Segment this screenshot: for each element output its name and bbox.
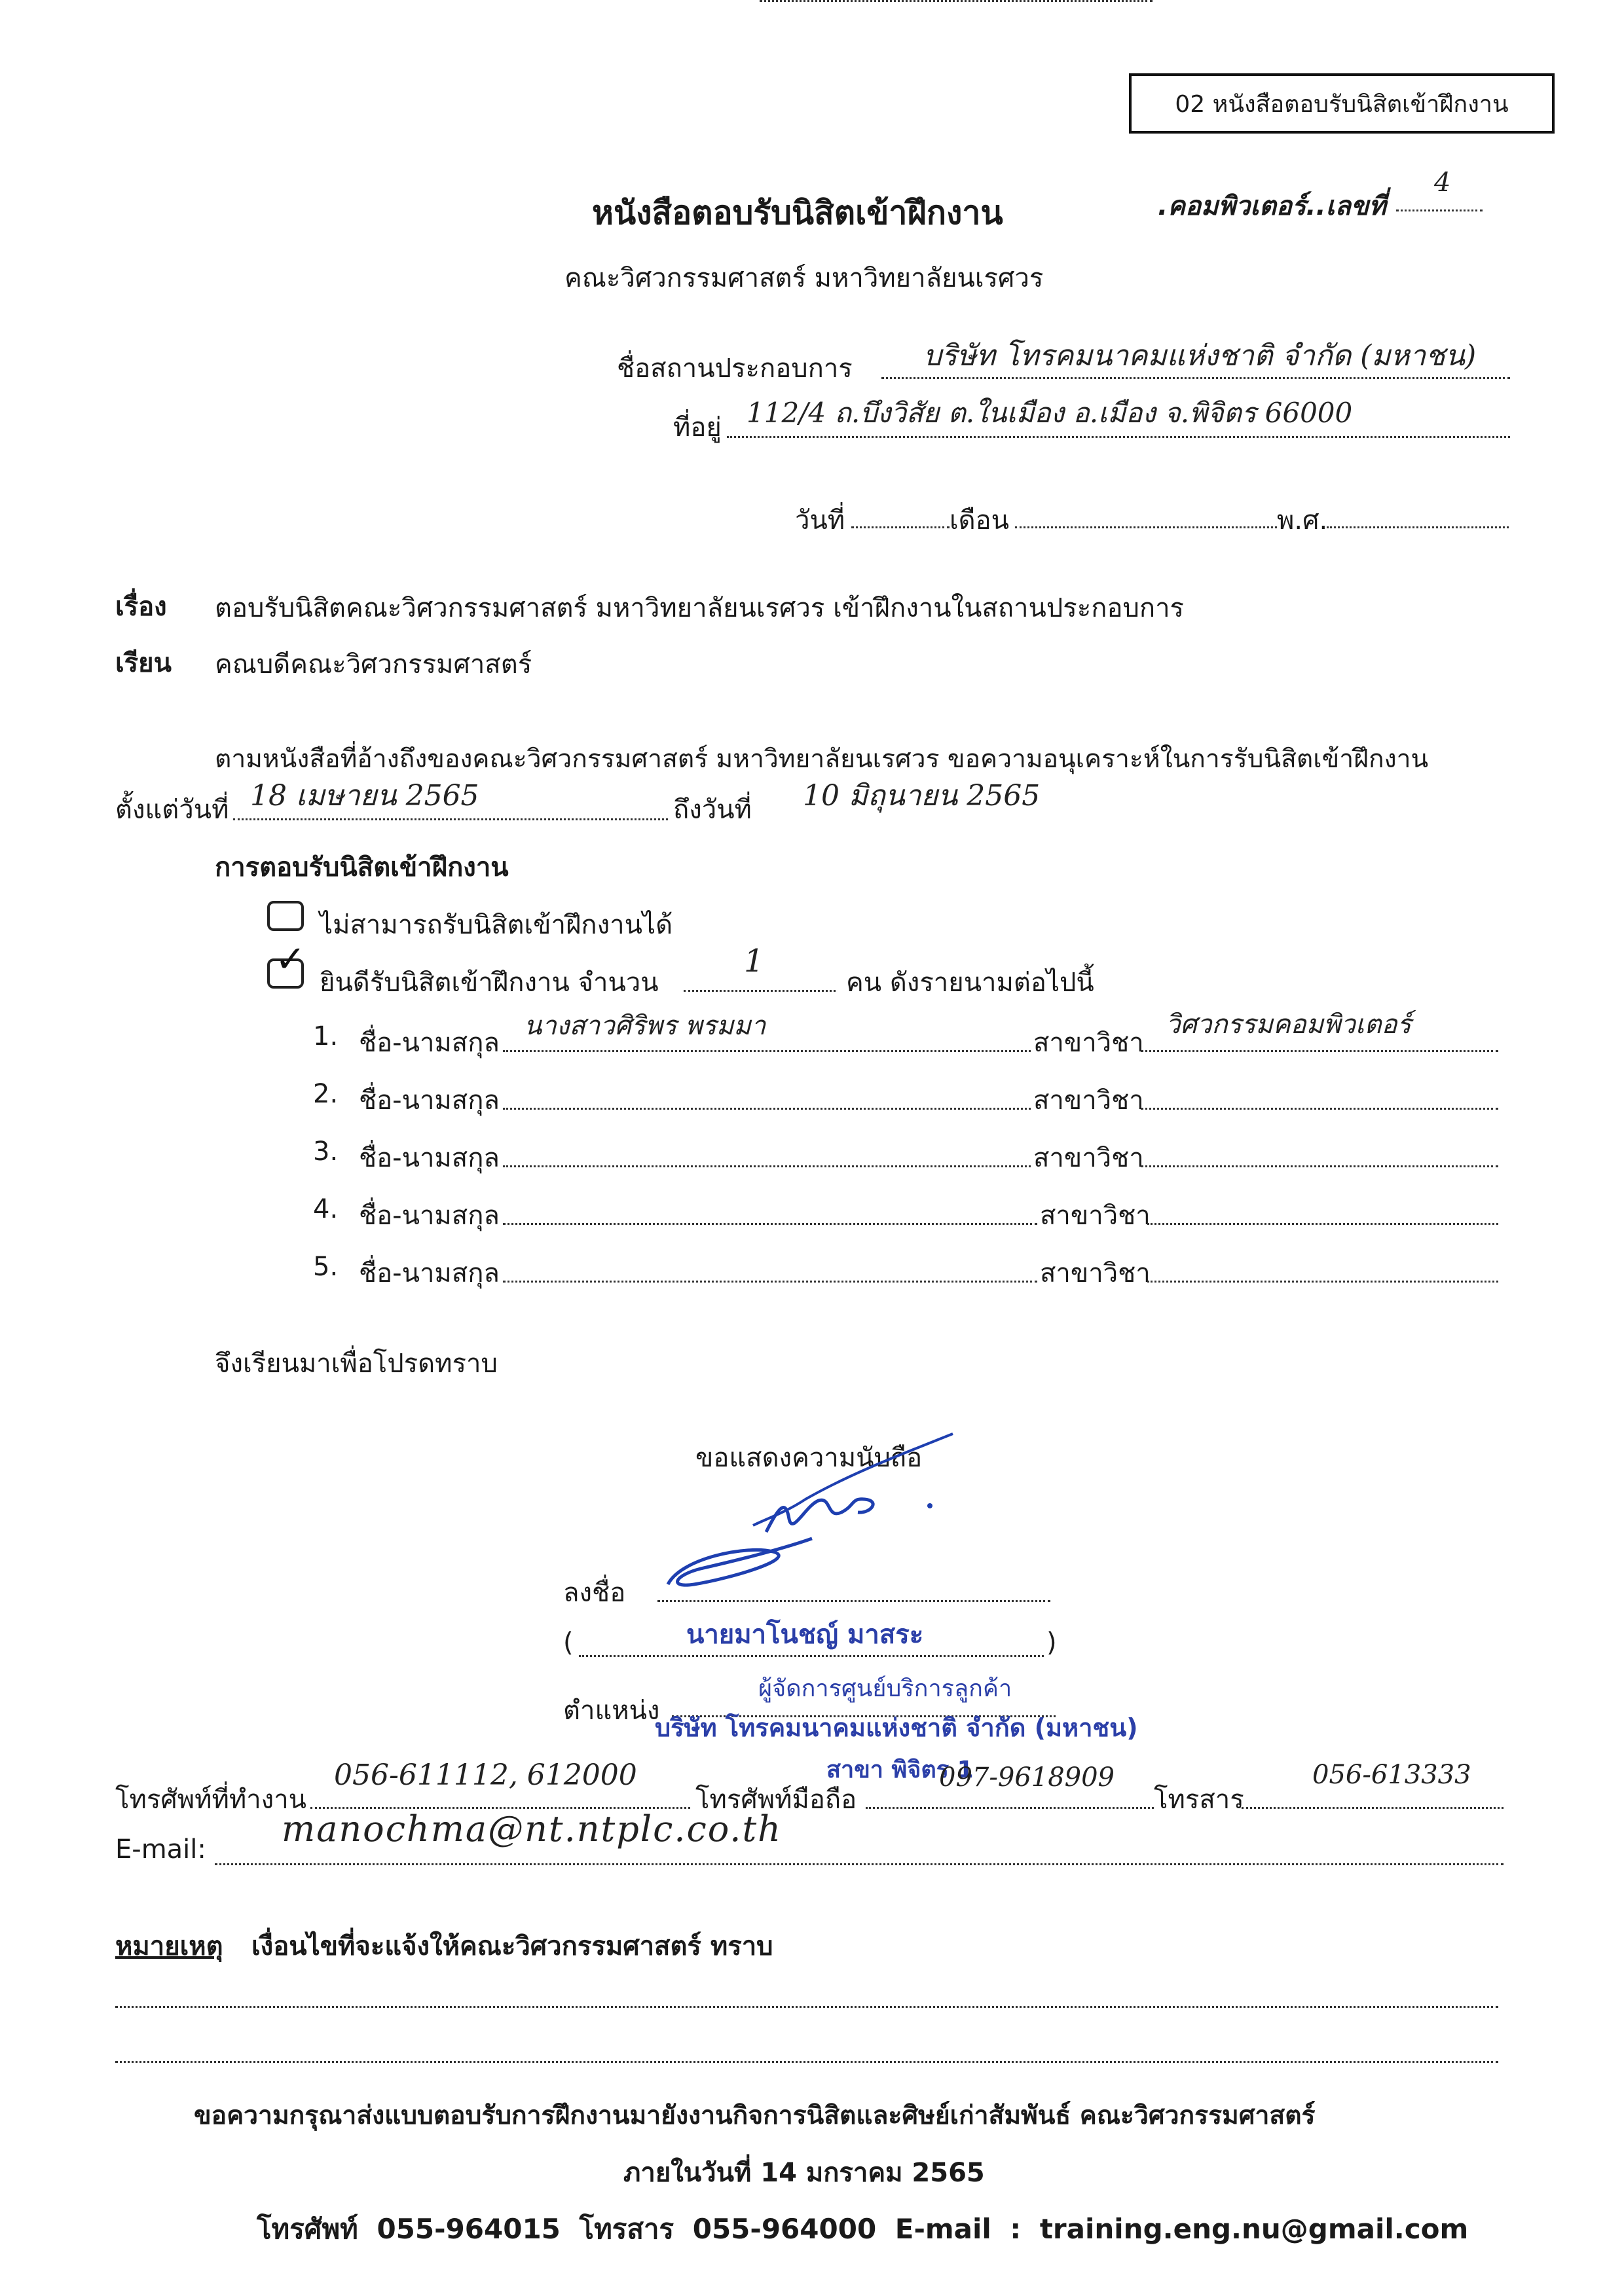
student-name-field[interactable] [503,1108,1031,1110]
student-count-field[interactable]: 1 [744,943,764,979]
close-paren: ) [1046,1628,1057,1658]
footer-line-1: ขอความกรุณาส่งแบบตอบรับการฝึกงานมายังงานกิจการนิสิตและศิษย์เก่าสัมพันธ์ คณะวิศวกรรมศาสตร์ [194,2101,1316,2130]
student-no: 5. [313,1252,339,1282]
acceptance-heading: การตอบรับนิสิตเข้าฝึกงาน [215,852,509,883]
student-major-field[interactable] [1147,1223,1498,1225]
student-name-label: ชื่อ-นามสกุล [359,1143,500,1173]
period-to-label: ถึงวันที่ [673,795,752,825]
work-phone-label: โทรศัพท์ที่ทำงาน [115,1785,306,1815]
date-year-label: พ.ศ. [1277,505,1328,536]
student-major-label: สาขาวิชา [1033,1028,1144,1058]
position-stamp[interactable]: ผู้จัดการศูนย์บริการลูกค้า [758,1675,1012,1702]
student-major-field[interactable]: วิศวกรรมคอมพิวเตอร์ [1166,1010,1411,1040]
student-major-label: สาขาวิชา [1033,1143,1144,1173]
student-name-label: ชื่อ-นามสกุล [359,1201,500,1231]
date-month-field[interactable] [1015,526,1277,528]
check-mark-icon: ✓ [275,938,306,981]
student-no: 4. [313,1194,339,1224]
student-name-label: ชื่อ-นามสกุล [359,1258,500,1288]
company-stamp: บริษัท โทรคมนาคมแห่งชาติ จำกัด (มหาชน) [655,1713,1138,1742]
date-day-label: วันที่ [795,505,845,536]
company-name-label: ชื่อสถานประกอบการ [617,354,853,384]
signature-icon [655,1427,995,1597]
regards-text: ขอแสดงความนับถือ [695,1443,923,1473]
student-no: 1. [313,1021,339,1051]
student-no: 2. [313,1079,339,1109]
form-code-box [1129,73,1555,134]
date-month-label: เดือน [950,505,1010,536]
student-major-label: สาขาวิชา [1040,1201,1151,1231]
date-day-field[interactable] [851,526,950,528]
open-paren: ( [563,1628,574,1658]
position-label: ตำแหน่ง [563,1696,660,1726]
sign-field[interactable] [657,1600,1050,1602]
student-name-field[interactable] [503,1165,1031,1167]
email-field[interactable]: manochma@nt.ntplc.co.th [282,1808,782,1850]
note-line-1[interactable] [115,2006,1498,2008]
student-major-label: สาขาวิชา [1040,1258,1151,1288]
period-to-field[interactable]: 10 มิถุนายน 2565 [803,779,1041,812]
ref-dots [1396,210,1483,211]
period-from-label: ตั้งแต่วันที่ [115,795,229,825]
page-subtitle: คณะวิศวกรรมศาสตร์ มหาวิทยาลัยนเรศวร [564,263,1044,293]
name-stamp[interactable]: นายมาโนชญ์ มาสระ [686,1620,924,1650]
work-phone-field[interactable]: 056-611112, 612000 [334,1758,637,1792]
student-no: 3. [313,1137,339,1167]
address-field[interactable]: 112/4 ถ.บึงวิสัย ต.ในเมือง อ.เมือง จ.พิจิตร 66000 [747,397,1353,429]
date-year-field[interactable] [1327,526,1509,528]
company-name-field[interactable]: บริษัท โทรคมนาคมแห่งชาติ จำกัด (มหาชน) [923,339,1477,373]
student-major-field[interactable] [1147,1281,1498,1283]
student-name-label: ชื่อ-นามสกุล [359,1028,500,1058]
student-name-field[interactable] [503,1281,1037,1283]
branch-stamp: สาขา พิจิตร 1 [826,1757,974,1783]
body-text: ตามหนังสือที่อ้างถึงของคณะวิศวกรรมศาสตร์ มหาวิทยาลัยนเรศวร ขอความอนุเคราะห์ในการรับนิสิตเข้าฝึกงาน [215,744,1429,774]
reject-checkbox[interactable] [267,901,304,931]
footer-line-3: โทรศัพท์ 055-964015 โทรสาร 055-964000 E-mail : training.eng.nu@gmail.com [257,2213,1469,2245]
address-label: ที่อยู่ [673,412,722,443]
ref-label: .คอมพิวเตอร์..เลขที่ [1158,191,1386,221]
mobile-field[interactable]: 097-9618909 [939,1762,1115,1793]
student-major-field[interactable] [1141,1108,1498,1110]
to-label: เรียน [115,648,172,678]
page-title: หนังสือตอบรับนิสิตเข้าฝึกงาน [592,194,1003,232]
count-suffix: คน ดังรายนามต่อไปนี้ [846,968,1094,998]
student-name-field[interactable] [503,1223,1037,1225]
sign-label: ลงชื่อ [563,1578,626,1608]
note-line-2[interactable] [115,2061,1498,2063]
student-name-field[interactable]: นางสาวศิริพร พรมมา [524,1011,766,1041]
accept-option-label: ยินดีรับนิสิตเข้าฝึกงาน จำนวน [320,968,659,998]
note-text: เงื่อนไขที่จะแจ้งให้คณะวิศวกรรมศาสตร์ ทราบ [251,1931,773,1961]
ref-value[interactable]: 4 [1434,168,1451,198]
student-major-field[interactable] [1141,1165,1498,1167]
fax-field[interactable]: 056-613333 [1312,1760,1471,1790]
footer-line-2: ภายในวันที่ 14 มกราคม 2565 [623,2158,985,2188]
subject-label: เรื่อง [115,592,167,622]
note-label: หมายเหตุ [115,1931,223,1961]
form-code: 02 หนังสือตอบรับนิสิตเข้าฝึกงาน [1175,90,1509,118]
to-text: คณบดีคณะวิศวกรรมศาสตร์ [215,649,532,680]
student-major-label: สาขาวิชา [1033,1085,1144,1116]
fax-label: โทรสาร [1154,1785,1244,1815]
email-label: E-mail: [115,1834,206,1865]
period-from-field[interactable]: 18 เมษายน 2565 [250,779,479,812]
mobile-label: โทรศัพท์มือถือ [695,1785,857,1815]
reject-option-label: ไม่สามารถรับนิสิตเข้าฝึกงานได้ [320,910,673,940]
student-name-label: ชื่อ-นามสกุล [359,1085,500,1116]
subject-text: ตอบรับนิสิตคณะวิศวกรรมศาสตร์ มหาวิทยาลัยนเรศวร เข้าฝึกงานในสถานประกอบการ [215,593,1185,623]
closing-text: จึงเรียนมาเพื่อโปรดทราบ [215,1349,498,1379]
